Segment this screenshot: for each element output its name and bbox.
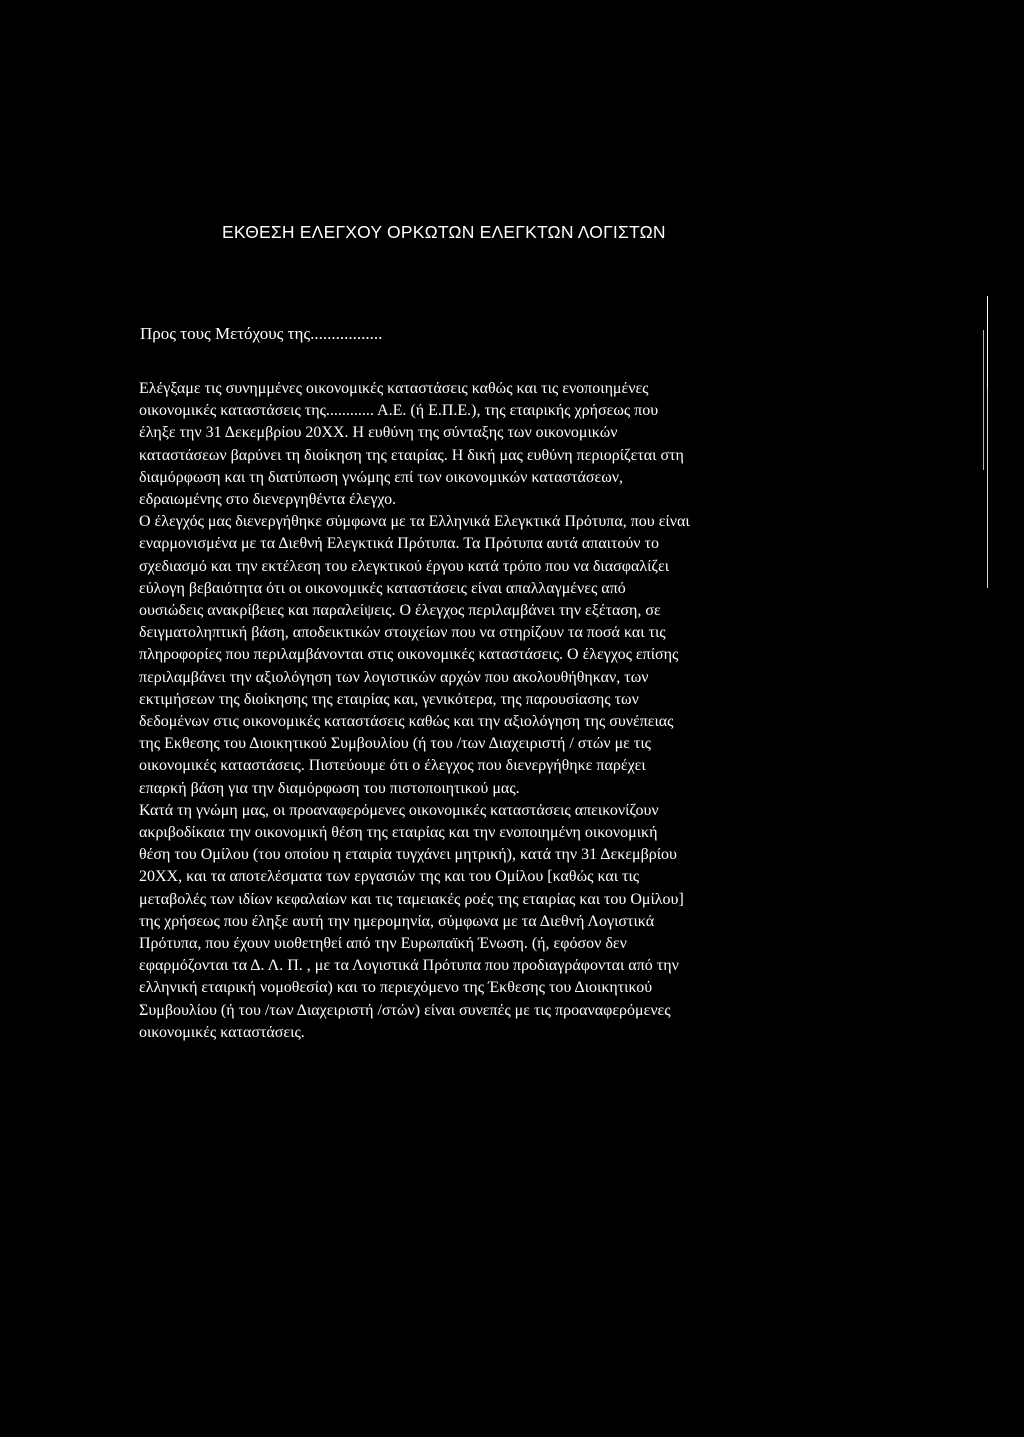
body-line: οικονομικές καταστάσεις. <box>139 1023 305 1041</box>
body-line: Συμβουλίου (ή του /των Διαχειριστή /στών) είναι συνεπές με τις προαναφερόμενες <box>139 1001 671 1019</box>
body-line: εκτιμήσεων της διοίκησης της εταιρίας και, γενικότερα, της παρουσίασης των <box>139 690 639 708</box>
body-line: εδραιωμένης στο διενεργηθέντα έλεγχο. <box>139 491 397 509</box>
body-line: Ο έλεγχός μας διενεργήθηκε σύμφωνα με τα Ελληνικά Ελεγκτικά Πρότυπα, που είναι <box>139 513 690 531</box>
body-line: μεταβολές των ιδίων κεφαλαίων και τις ταμειακές ροές της εταιρίας και του Ομίλου] <box>139 890 684 908</box>
salutation: Προς τους Μετόχους της................. <box>140 324 383 343</box>
page-title: ΕΚΘΕΣΗ ΕΛΕΓΧΟΥ ΟΡΚΩΤΩΝ ΕΛΕΓΚΤΩΝ ΛΟΓΙΣΤΩΝ <box>222 222 666 242</box>
body-line: Ελέγξαμε τις συνημμένες οικονομικές καταστάσεις καθώς και τις ενοποιημένες <box>139 380 649 397</box>
body-line: καταστάσεων βαρύνει τη διοίκηση της εταιρίας. Η δική μας ευθύνη περιορίζεται στη <box>139 446 684 464</box>
body-line: ουσιώδεις ανακρίβειες και παραλείψεις. Ο έλεγχος περιλαμβάνει την εξέταση, σε <box>139 602 661 620</box>
body-line: περιλαμβάνει την αξιολόγηση των λογιστικών αρχών που ακολουθήθηκαν, των <box>139 668 649 686</box>
body-line: οικονομικές καταστάσεις της............ Α.Ε. (ή Ε.Π.Ε.), της εταιρικής χρήσεως που <box>139 402 659 420</box>
body-line: ελληνική εταιρική νομοθεσία) και το περιεχόμενο της Έκθεσης του Διοικητικού <box>139 979 653 997</box>
body-line: οικονομικές καταστάσεις. Πιστεύουμε ότι ο έλεγχος που διενεργήθηκε παρέχει <box>139 757 646 775</box>
body-line: της Εκθεσης του Διοικητικού Συμβουλίου (ή του /των Διαχειριστή / στών με τις <box>139 735 651 753</box>
body-line: Πρότυπα, που έχουν υιοθετηθεί από την Ευρωπαϊκή Ένωση. (ή, εφόσον δεν <box>139 935 627 953</box>
body-line: Κατά τη γνώμη μας, οι προαναφερόμενες οικονομικές καταστάσεις απεικονίζουν <box>139 801 659 819</box>
body-line: εύλογη βεβαιότητα ότι οι οικονομικές καταστάσεις είναι απαλλαγμένες από <box>139 579 626 597</box>
body-line: εφαρμόζονται τα Δ. Λ. Π. , με τα Λογιστικά Πρότυπα που προδιαγράφονται από την <box>139 957 679 975</box>
body-line: της χρήσεως που έληξε αυτή την ημερομηνία, σύμφωνα με τα Διεθνή Λογιστικά <box>139 912 655 930</box>
body-line: διαμόρφωση και τη διατύπωση γνώμης επί των οικονομικών καταστάσεων, <box>139 468 624 486</box>
report-body <box>139 378 869 1044</box>
body-line: δεδομένων στις οικονομικές καταστάσεις καθώς και την αξιολόγηση της συνέπειας <box>139 713 674 731</box>
margin-rule <box>983 330 984 470</box>
body-line: εναρμονισμένα με τα Διεθνή Ελεγκτικά Πρότυπα. Τα Πρότυπα αυτά απαιτούν το <box>139 535 659 553</box>
body-line: δειγματοληπτική βάση, αποδεικτικών στοιχείων που να στηρίζουν τα ποσά και τις <box>139 624 666 642</box>
body-line: έληξε την 31 Δεκεμβρίου 20ΧΧ. Η ευθύνη της σύνταξης των οικονομικών <box>139 424 618 442</box>
body-line: θέση του Ομίλου (του οποίου η εταιρία τυγχάνει μητρική), κατά την 31 Δεκεμβρίου <box>139 846 677 864</box>
body-line: σχεδιασμό και την εκτέλεση του ελεγκτικού έργου κατά τρόπο που να διασφαλίζει <box>139 557 670 575</box>
body-line: 20ΧΧ, και τα αποτελέσματα των εργασιών της και του Ομίλου [καθώς και τις <box>139 868 640 886</box>
body-line: επαρκή βάση για την διαμόρφωση του πιστοποιητικού μας. <box>139 779 520 797</box>
margin-rule <box>987 296 988 388</box>
body-line: ακριβοδίκαια την οικονομική θέση της εταιρίας και την ενοποιημένη οικονομική <box>139 824 658 842</box>
margin-rule <box>987 388 988 588</box>
body-line: πληροφορίες που περιλαμβάνονται στις οικονομικές καταστάσεις. Ο έλεγχος επίσης <box>139 646 679 664</box>
